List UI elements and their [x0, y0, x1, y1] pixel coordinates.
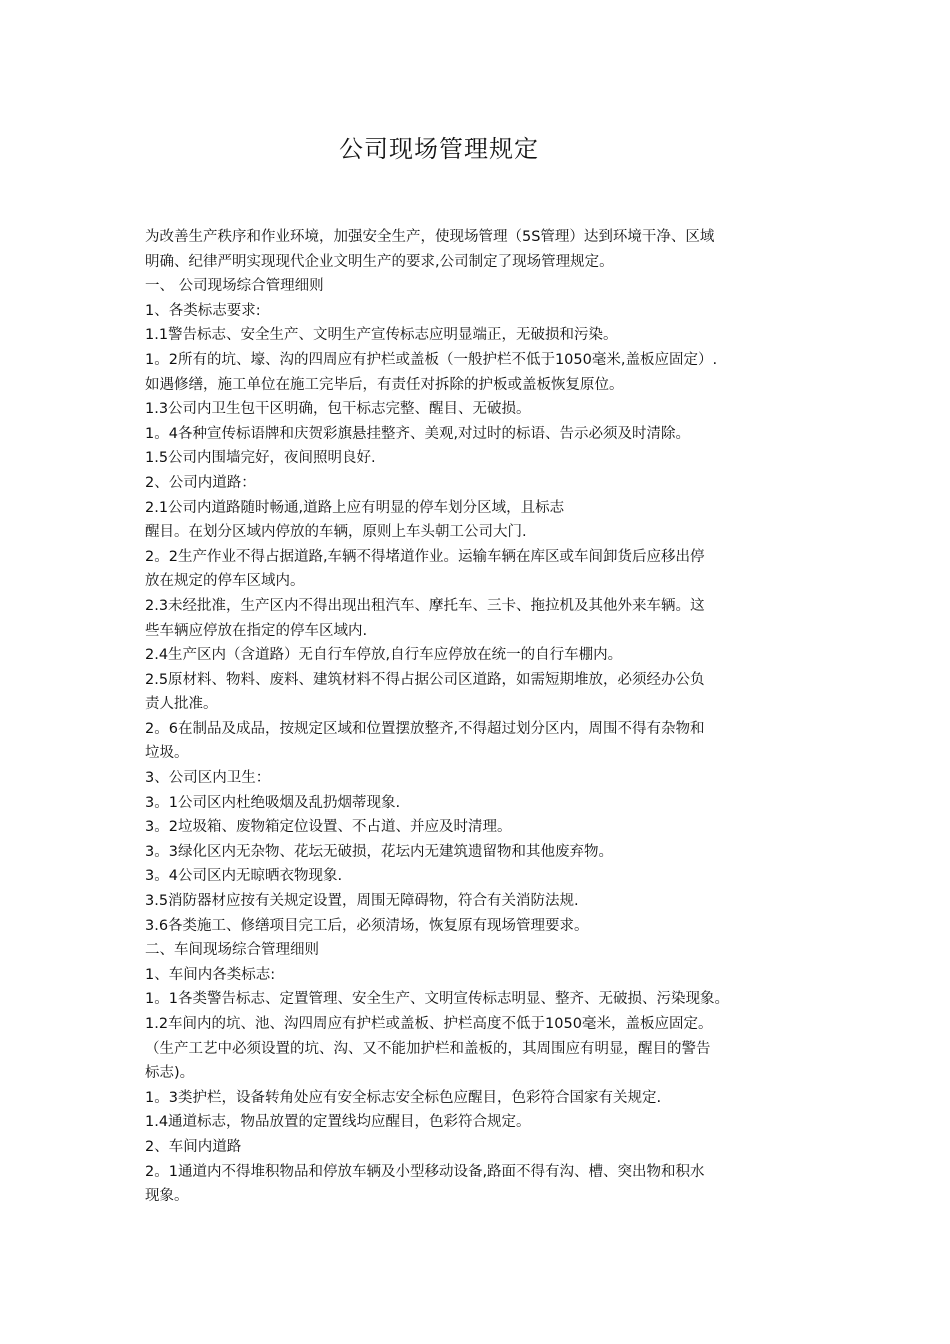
text-line: 2.5原材料、物料、废料、建筑材料不得占据公司区道路，如需短期堆放，必须经办公负	[145, 671, 705, 688]
text-line: 3。3绿化区内无杂物、花坛无破损，花坛内无建筑遗留物和其他废弃物。	[145, 843, 613, 860]
text-line: 醒目。在划分区域内停放的车辆，原则上车头朝工公司大门.	[145, 524, 527, 541]
text-line: 2、公司内道路：	[145, 474, 256, 491]
text-line: 标志)。	[145, 1065, 195, 1082]
text-line: 1.5公司内围墙完好，夜间照明良好.	[145, 450, 376, 467]
text-line: 1。3类护栏，设备转角处应有安全标志安全标色应醒目，色彩符合国家有关规定.	[145, 1089, 662, 1106]
text-line: 1、车间内各类标志:	[145, 966, 276, 983]
text-line: 2、车间内道路	[145, 1138, 242, 1155]
text-line: 一、 公司现场综合管理细则	[145, 278, 324, 295]
text-line: 1.1警告标志、安全生产、文明生产宣传标志应明显端正，无破损和污染。	[145, 327, 618, 344]
text-line: 1.2车间内的坑、池、沟四周应有护栏或盖板、护栏高度不低于1050毫米，盖板应固定。	[145, 1016, 713, 1032]
text-line: 3。4公司区内无晾晒衣物现象.	[145, 868, 343, 885]
text-line: 2。1通道内不得堆积物品和停放车辆及小型移动设备,路面不得有沟、槽、突出物和积水	[145, 1163, 705, 1180]
text-line: 如遇修缮，施工单位在施工完毕后，有责任对拆除的护板或盖板恢复原位。	[145, 376, 624, 393]
text-line: 明确、纪律严明实现现代企业文明生产的要求,公司制定了现场管理规定。	[145, 253, 614, 270]
text-line: 2.4生产区内（含道路）无自行车停放,自行车应停放在统一的自行车棚内。	[145, 647, 623, 664]
text-line: 1.3公司内卫生包干区明确，包干标志完整、醒目、无破损。	[145, 401, 531, 418]
text-line: 3.6各类施工、修缮项目完工后，必须清场，恢复原有现场管理要求。	[145, 917, 589, 934]
text-line: 3。2垃圾箱、废物箱定位设置、不占道、并应及时清理。	[145, 819, 512, 836]
text-line: 2。6在制品及成品，按规定区域和位置摆放整齐,不得超过划分区内，周围不得有杂物和	[145, 720, 705, 737]
text-line: （生产工艺中必须设置的坑、沟、又不能加护栏和盖板的，其周围应有明显，醒目的警告	[145, 1040, 711, 1057]
document-title	[0, 131, 950, 167]
text-line: 3、公司区内卫生：	[145, 770, 271, 787]
text-line: 责人批准。	[145, 696, 218, 713]
text-line: 1.4通道标志，物品放置的定置线均应醒目，色彩符合规定。	[145, 1114, 531, 1131]
text-line: 2.3未经批准，生产区内不得出现出租汽车、摩托车、三卡、拖拉机及其他外来车辆。这	[145, 597, 705, 614]
text-line: 3。1公司区内杜绝吸烟及乱扔烟蒂现象.	[145, 794, 401, 811]
text-line: 些车辆应停放在指定的停车区域内.	[145, 622, 368, 639]
text-line: 现象。	[145, 1188, 189, 1205]
document-title-text: 公司现场管理规定	[339, 135, 539, 163]
text-line: 为改善生产秩序和作业环境，加强安全生产，使现场管理（5S管理）达到环境干净、区域	[145, 229, 715, 245]
text-line: 1、各类标志要求:	[145, 302, 261, 319]
text-line: 2.1公司内道路随时畅通,道路上应有明显的停车划分区域，且标志	[145, 499, 565, 516]
text-line: 1。4各种宣传标语牌和庆贺彩旗悬挂整齐、美观,对过时的标语、告示必须及时清除。	[145, 425, 691, 442]
text-line: 放在规定的停车区域内。	[145, 573, 305, 590]
text-line: 2。2生产作业不得占据道路,车辆不得堵道作业。运输车辆在库区或车间卸货后应移出停	[145, 548, 705, 565]
text-line: 二、车间现场综合管理细则	[145, 942, 319, 959]
text-line: 垃圾。	[145, 745, 189, 762]
text-line: 3.5消防器材应按有关规定设置，周围无障碍物，符合有关消防法规.	[145, 893, 579, 910]
text-line: 1。1各类警告标志、定置管理、安全生产、文明宣传标志明显、整齐、无破损、污染现象。	[145, 991, 729, 1008]
document-body	[145, 225, 825, 1209]
text-line: 1。2所有的坑、壕、沟的四周应有护栏或盖板（一般护栏不低于1050毫米,盖板应固定）.	[145, 351, 718, 368]
